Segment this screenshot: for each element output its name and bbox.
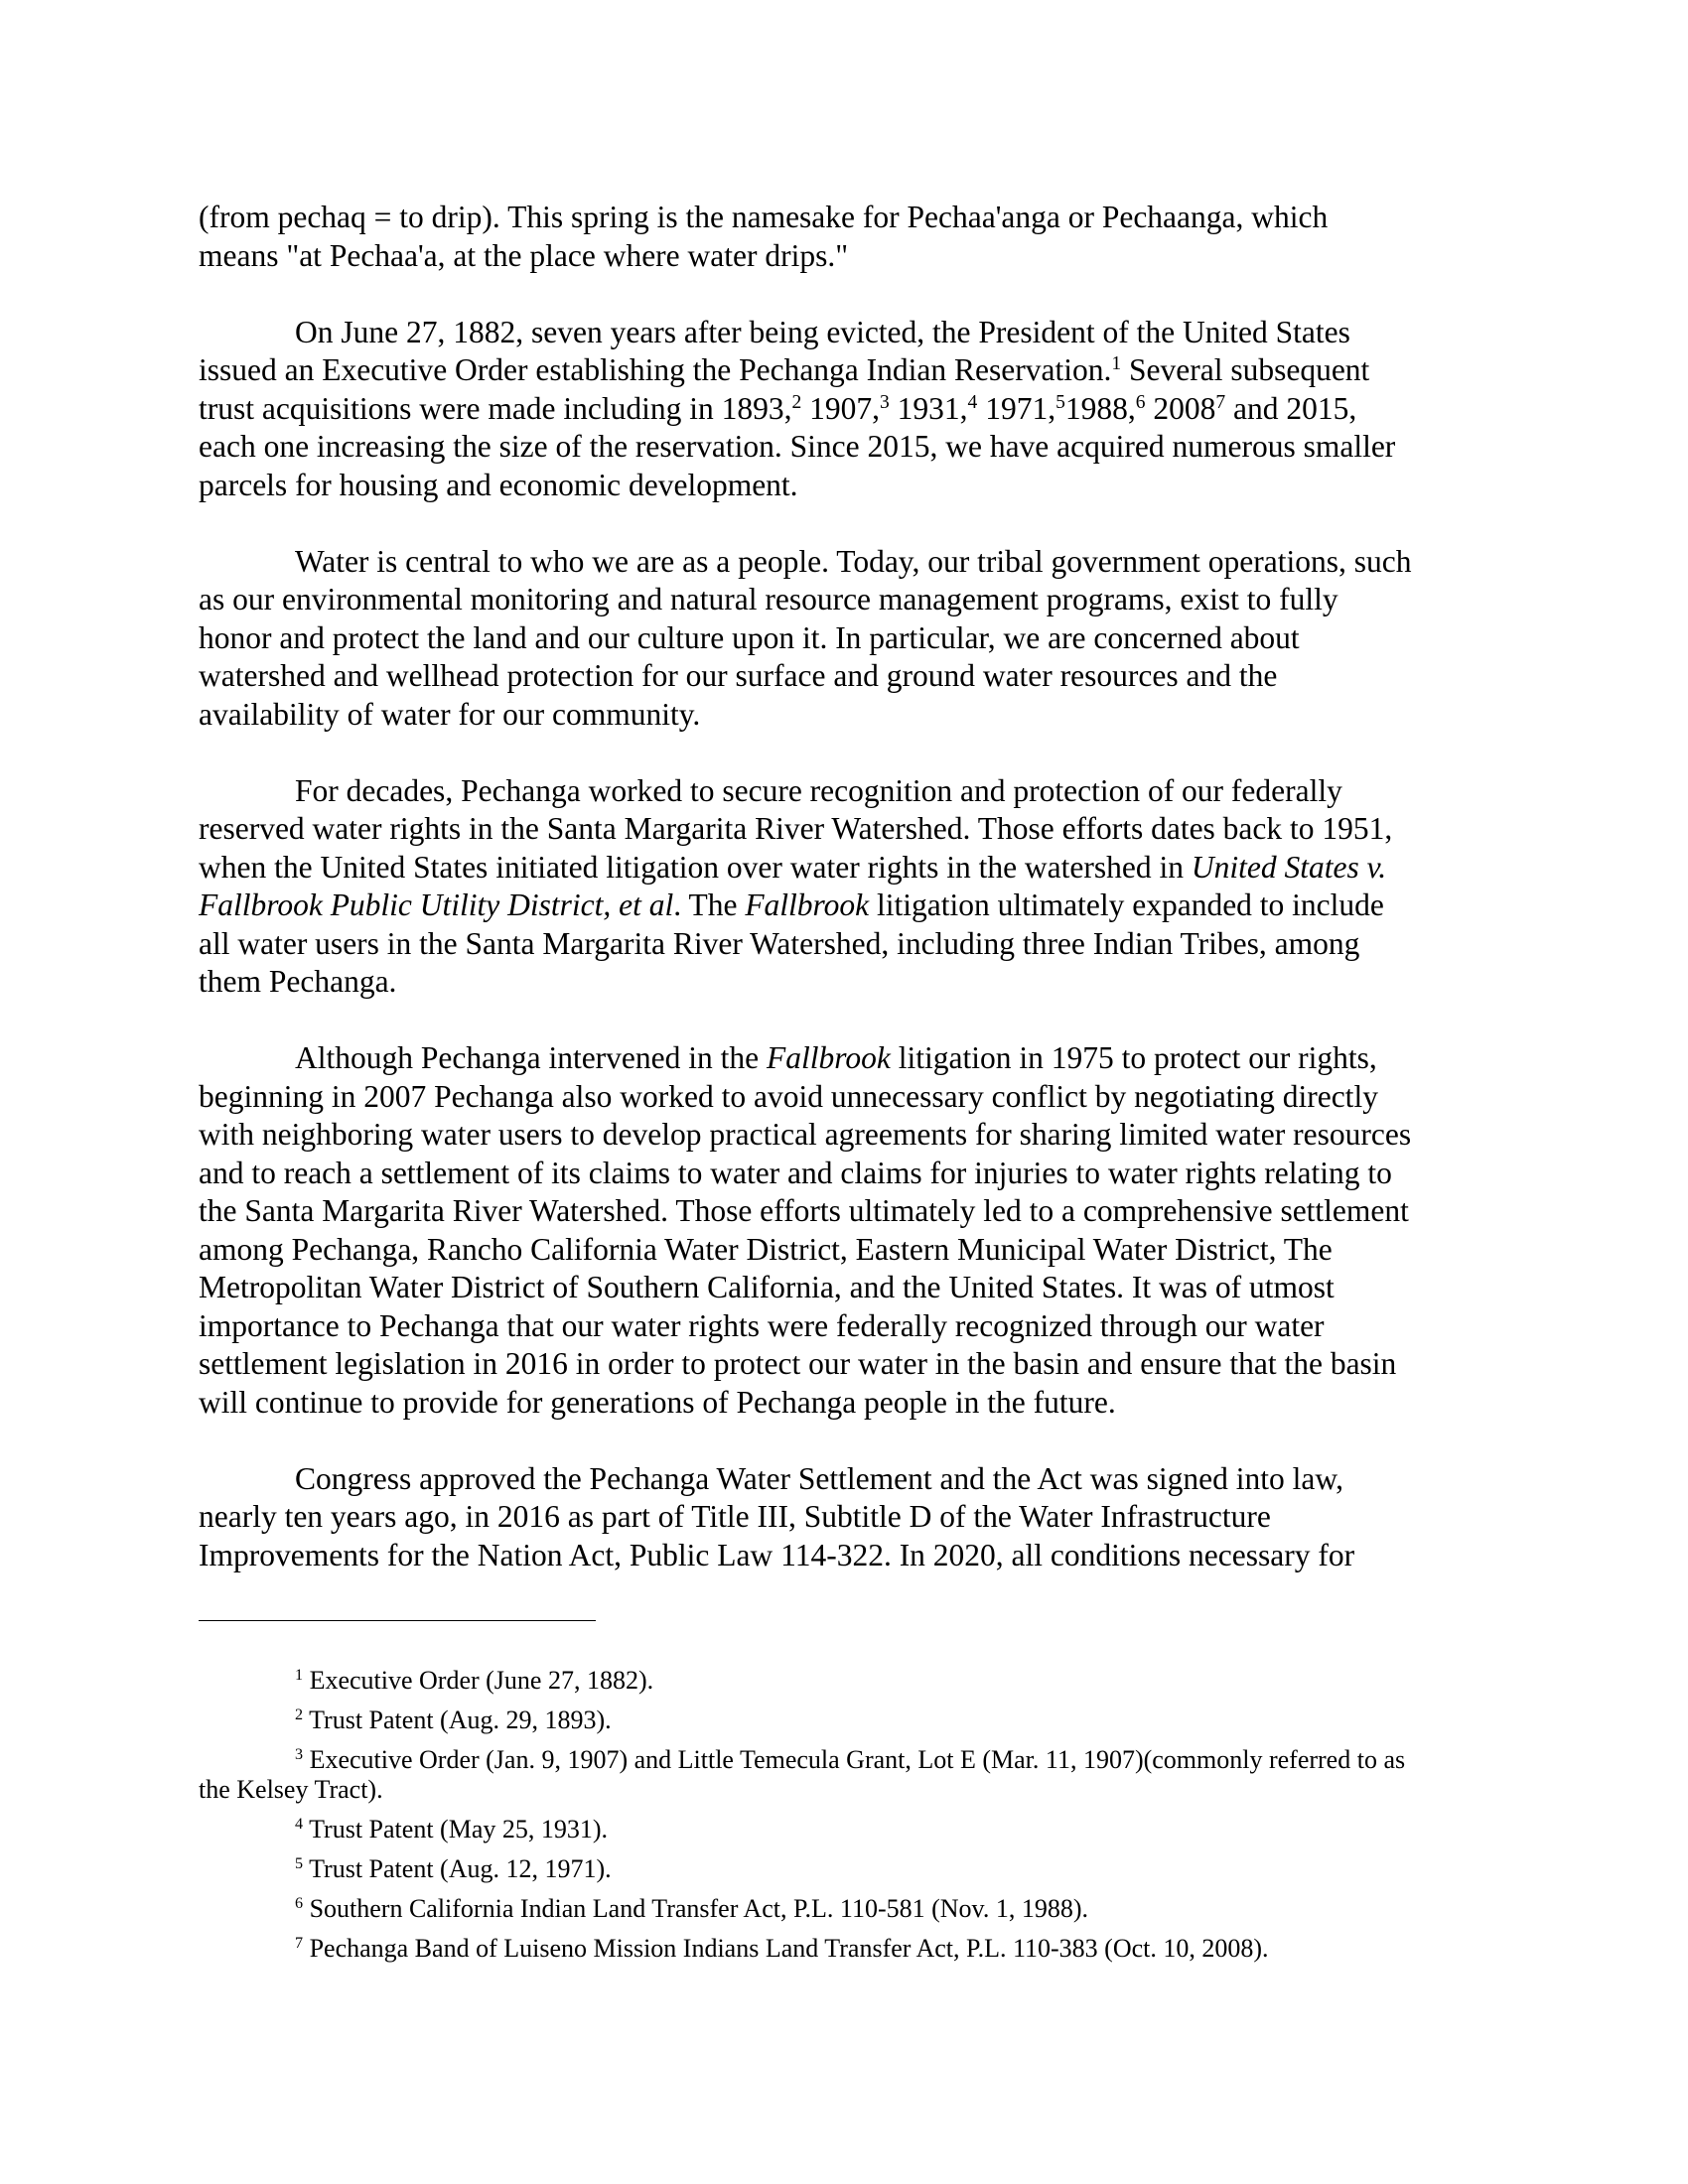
- footnote-text: Trust Patent (Aug. 12, 1971).: [303, 1854, 612, 1883]
- text-line: For decades, Pechanga worked to secure recognition and protection of our federally: [295, 772, 1342, 808]
- footnote-number: 2: [295, 1706, 304, 1724]
- text-line: with neighboring water users to develop practical agreements for sharing limited water resources: [199, 1117, 1412, 1152]
- text-line: On June 27, 1882, seven years after being evicted, the President of the United States: [295, 314, 1350, 349]
- footnote-text: Executive Order (June 27, 1882).: [303, 1666, 654, 1695]
- text-line: each one increasing the size of the reservation. Since 2015, we have acquired numerous smaller: [199, 429, 1396, 464]
- paragraph-1: [199, 199, 1489, 275]
- footnote-ref: 5: [1055, 391, 1065, 413]
- case-citation: Fallbrook Public Utility District, et al: [199, 887, 674, 922]
- footnote-text: Pechanga Band of Luiseno Mission Indians Land Transfer Act, P.L. 110-383 (Oct. 10, 2008).: [303, 1934, 1269, 1963]
- text-line: settlement legislation in 2016 in order to protect our water in the basin and ensure that the basin: [199, 1346, 1397, 1381]
- text-line: them Pechanga.: [199, 964, 397, 999]
- footnote-text: Trust Patent (Aug. 29, 1893).: [303, 1706, 612, 1734]
- text-line: as our environmental monitoring and natural resource management programs, exist to fully: [199, 582, 1338, 616]
- text-span: trust acquisitions were made including in 1893,: [199, 390, 792, 426]
- text-line: among Pechanga, Rancho California Water District, Eastern Municipal Water District, The: [199, 1231, 1333, 1267]
- footnote-ref: 4: [967, 391, 978, 413]
- text-line: Water is central to who we are as a people. Today, our tribal government operations, such: [295, 543, 1412, 579]
- footnote-text: Executive Order (Jan. 9, 1907) and Little Temecula Grant, Lot E (Mar. 11, 1907)(commonly referred to as: [303, 1745, 1406, 1774]
- text-line: honor and protect the land and our culture upon it. In particular, we are concerned about: [199, 619, 1300, 655]
- text-span: when the United States initiated litigation over water rights in the watershed in: [199, 849, 1192, 885]
- text-line: all water users in the Santa Margarita River Watershed, including three Indian Tribes, among: [199, 925, 1360, 961]
- case-citation: United States v.: [1191, 849, 1387, 885]
- text-span: litigation ultimately expanded to include: [869, 887, 1384, 922]
- text-line: importance to Pechanga that our water rights were federally recognized through our water: [199, 1307, 1325, 1343]
- text-span: litigation in 1975 to protect our rights,: [890, 1040, 1377, 1075]
- text-span: 1971,: [977, 390, 1056, 426]
- footnotes: [199, 1666, 1489, 1974]
- footnote-number: 5: [295, 1855, 304, 1873]
- footnote-number: 1: [295, 1667, 304, 1685]
- text-span: 1907,: [801, 390, 881, 426]
- paragraph-3: [199, 543, 1489, 735]
- text-line: [199, 887, 1489, 925]
- text-line: Metropolitan Water District of Southern California, and the United States. It was of utmost: [199, 1270, 1335, 1304]
- text-line: will continue to provide for generations of Pechanga people in the future.: [199, 1384, 1116, 1420]
- footnote-7: [199, 1934, 1489, 1964]
- text-span: and 2015,: [1225, 390, 1357, 426]
- document-body: [199, 199, 1489, 1613]
- footnote-ref: 2: [791, 391, 802, 413]
- text-line: availability of water for our community.: [199, 696, 701, 732]
- footnote-1: [199, 1666, 1489, 1696]
- case-citation: Fallbrook: [767, 1040, 891, 1075]
- text-span: . The: [673, 887, 746, 922]
- text-line: beginning in 2007 Pechanga also worked to avoid unnecessary conflict by negotiating directly: [199, 1078, 1378, 1114]
- text-line: the Santa Margarita River Watershed. Those efforts ultimately led to a comprehensive settlement: [199, 1193, 1409, 1228]
- text-line: [199, 1039, 1489, 1078]
- text-line: Improvements for the Nation Act, Public Law 114-322. In 2020, all conditions necessary for: [199, 1537, 1355, 1572]
- footnote-ref: 3: [880, 391, 890, 413]
- footnote-number: 4: [295, 1816, 304, 1834]
- footnote-number: 6: [295, 1895, 304, 1913]
- text-line: reserved water rights in the Santa Margarita River Watershed. Those efforts dates back to 1951,: [199, 811, 1393, 846]
- footnote-2: [199, 1706, 1489, 1735]
- paragraph-5: [199, 1039, 1489, 1422]
- footnote-separator: [199, 1620, 596, 1621]
- text-line: nearly ten years ago, in 2016 as part of Title III, Subtitle D of the Water Infrastructure: [199, 1499, 1271, 1534]
- footnote-text: Southern California Indian Land Transfer Act, P.L. 110-581 (Nov. 1, 1988).: [303, 1894, 1089, 1923]
- footnote-text: the Kelsey Tract).: [199, 1775, 383, 1804]
- text-line: [199, 849, 1489, 887]
- text-span: 2008: [1145, 390, 1216, 426]
- case-citation: Fallbrook: [745, 887, 870, 922]
- text-line: [199, 351, 1489, 390]
- text-span: 1988,: [1064, 390, 1136, 426]
- paragraph-2: [199, 314, 1489, 505]
- paragraph-6: [199, 1460, 1489, 1575]
- text-span: Several subsequent: [1121, 352, 1370, 387]
- footnote-3: [199, 1745, 1489, 1805]
- text-line: parcels for housing and economic development.: [199, 467, 798, 502]
- text-line: and to reach a settlement of its claims to water and claims for injuries to water rights relating to: [199, 1155, 1392, 1190]
- text-line: watershed and wellhead protection for our surface and ground water resources and the: [199, 658, 1278, 693]
- footnote-ref: 1: [1111, 353, 1122, 375]
- footnote-ref: 6: [1135, 391, 1146, 413]
- text-span: 1931,: [889, 390, 968, 426]
- footnote-ref: 7: [1215, 391, 1226, 413]
- footnote-6: [199, 1894, 1489, 1924]
- text-line: [199, 390, 1489, 429]
- footnote-5: [199, 1854, 1489, 1884]
- text-line: (from pechaq = to drip). This spring is the namesake for Pechaa'anga or Pechaanga, which: [199, 200, 1329, 234]
- footnote-4: [199, 1815, 1489, 1844]
- text-span: issued an Executive Order establishing the Pechanga Indian Reservation.: [199, 352, 1112, 387]
- text-span: Although Pechanga intervened in the: [295, 1040, 767, 1075]
- text-line: means "at Pechaa'a, at the place where water drips.": [199, 237, 849, 273]
- footnote-text: Trust Patent (May 25, 1931).: [303, 1815, 609, 1843]
- text-line: Congress approved the Pechanga Water Settlement and the Act was signed into law,: [295, 1460, 1343, 1496]
- paragraph-4: [199, 772, 1489, 1002]
- footnote-number: 3: [295, 1746, 304, 1764]
- footnote-number: 7: [295, 1935, 304, 1953]
